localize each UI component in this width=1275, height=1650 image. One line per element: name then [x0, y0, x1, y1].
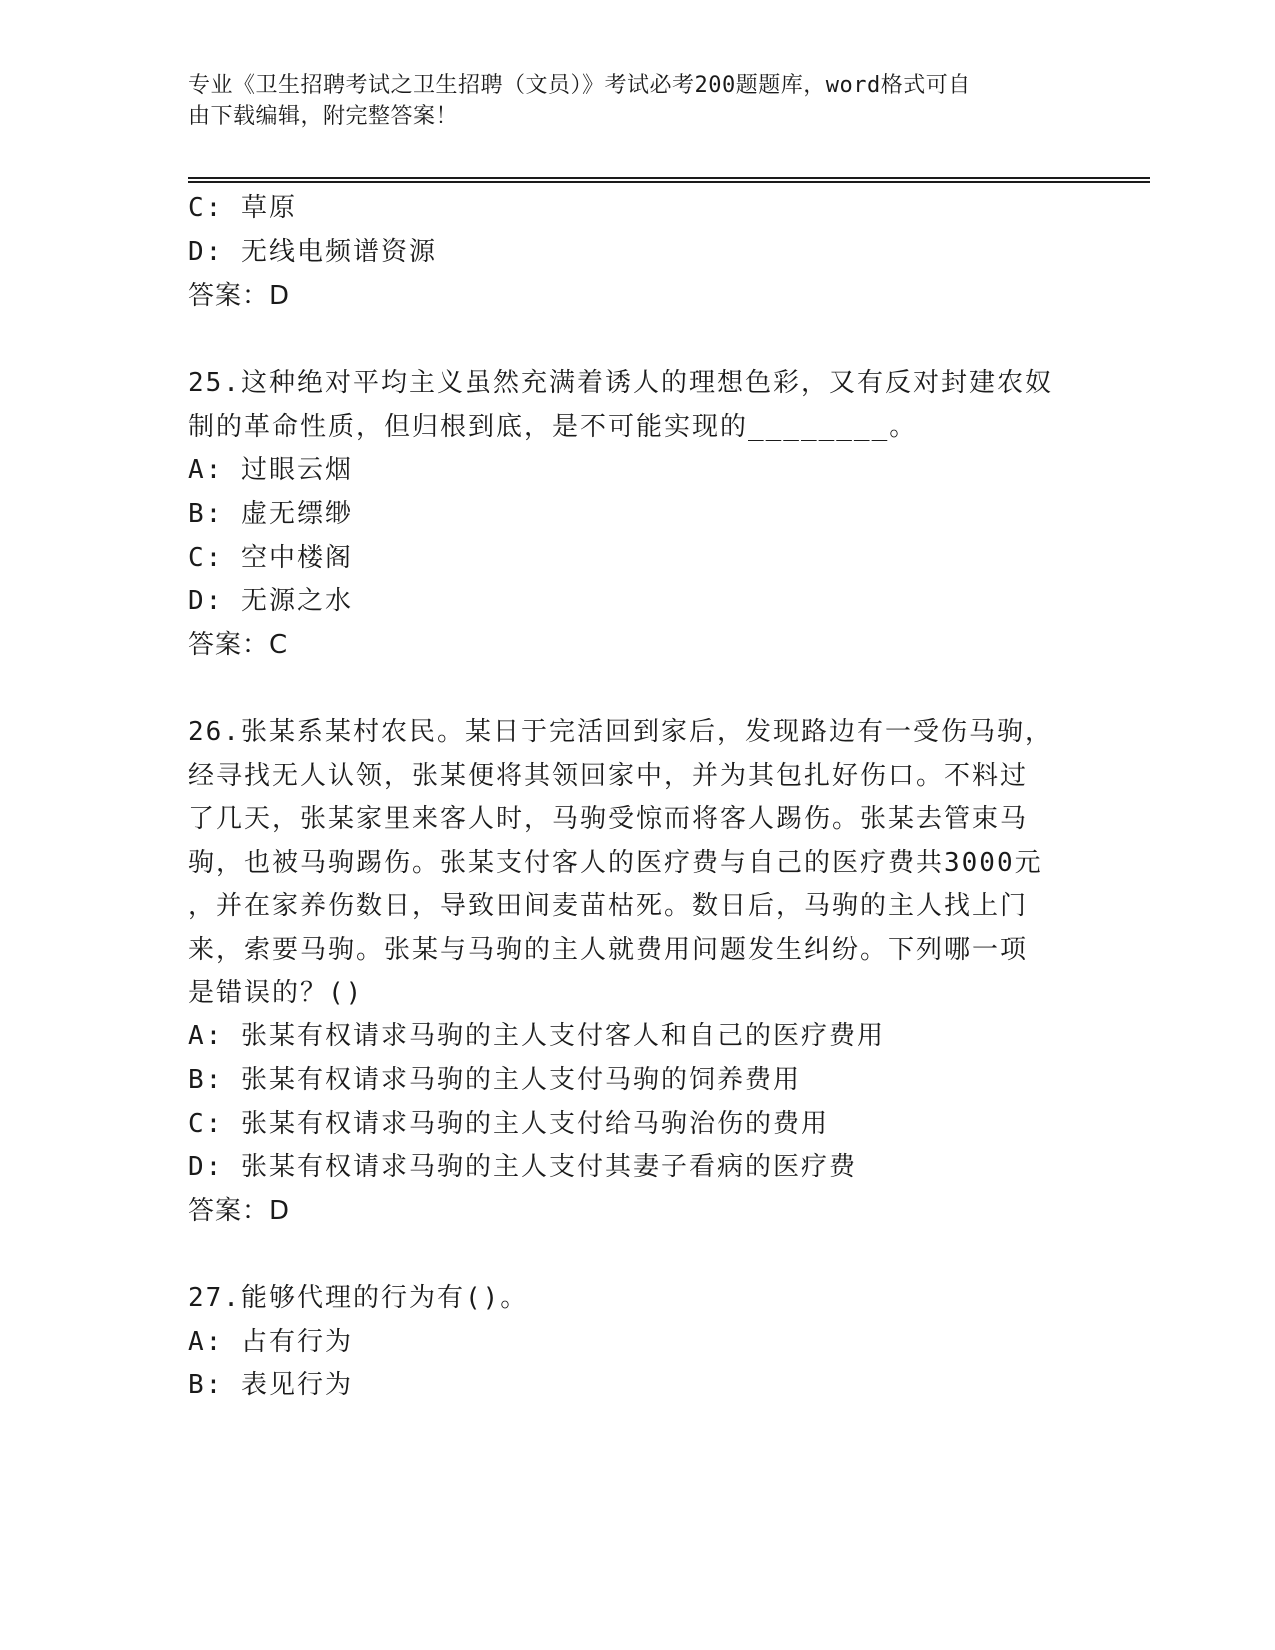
q26-stem-line-7: 是错误的？()	[188, 978, 364, 1008]
q26-stem-line-2: 经寻找无人认领，张某便将其领回家中，并为其包扎好伤口。不料过	[188, 761, 1029, 791]
q26-option-a: A: 张某有权请求马驹的主人支付客人和自己的医疗费用	[188, 1021, 885, 1051]
q26-stem-line-1: 26.张某系某村农民。某日于完活回到家后，发现路边有一受伤马驹，	[188, 717, 1053, 747]
q25-option-d: D: 无源之水	[188, 586, 353, 616]
header-title-line-2: 由下载编辑，附完整答案！	[188, 104, 459, 129]
q26-option-c: C: 张某有权请求马驹的主人支付给马驹治伤的费用	[188, 1109, 829, 1139]
prev-answer: 答案：D	[188, 281, 291, 311]
q26-option-b: B: 张某有权请求马驹的主人支付马驹的饲养费用	[188, 1065, 801, 1095]
q25-stem-line-1: 25.这种绝对平均主义虽然充满着诱人的理想色彩，又有反对封建农奴	[188, 368, 1053, 398]
q27-option-a: A: 占有行为	[188, 1327, 353, 1357]
q25-option-b: B: 虚无缥缈	[188, 499, 353, 529]
document-header	[188, 70, 1068, 132]
prev-option-d: D: 无线电频谱资源	[188, 237, 437, 267]
q26-stem-line-3: 了几天，张某家里来客人时，马驹受惊而将客人踢伤。张某去管束马	[188, 804, 1029, 834]
prev-option-c: C: 草原	[188, 193, 297, 223]
q27-stem-line-1: 27.能够代理的行为有()。	[188, 1283, 529, 1313]
q25-stem-line-2: 制的革命性质，但归根到底，是不可能实现的________。	[188, 412, 918, 442]
q26-answer: 答案：D	[188, 1196, 291, 1226]
q26-stem-line-6: 来，索要马驹。张某与马驹的主人就费用问题发生纠纷。下列哪一项	[188, 935, 1029, 965]
q27-option-b: B: 表见行为	[188, 1370, 353, 1400]
q26-option-d: D: 张某有权请求马驹的主人支付其妻子看病的医疗费	[188, 1152, 857, 1182]
q25-option-c: C: 空中楼阁	[188, 543, 353, 573]
header-divider-bottom	[188, 181, 1150, 183]
header-title-line-1: 专业《卫生招聘考试之卫生招聘（文员）》考试必考200题题库，word格式可自	[188, 73, 971, 98]
q25-option-a: A: 过眼云烟	[188, 455, 353, 485]
q26-stem-line-4: 驹，也被马驹踢伤。张某支付客人的医疗费与自己的医疗费共3000元	[188, 848, 1043, 878]
header-divider-top	[188, 177, 1150, 179]
q26-stem-line-5: ，并在家养伤数日，导致田间麦苗枯死。数日后，马驹的主人找上门	[188, 891, 1029, 921]
q25-answer: 答案：C	[188, 630, 289, 660]
